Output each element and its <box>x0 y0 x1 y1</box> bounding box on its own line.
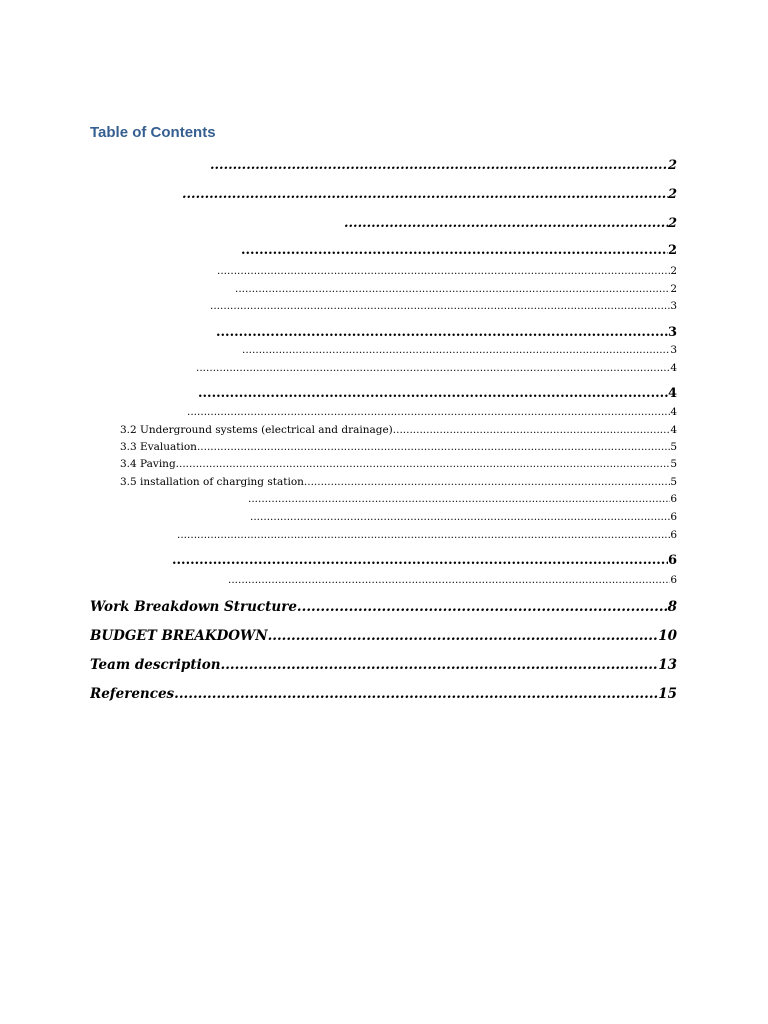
toc-entry[interactable] <box>248 492 677 506</box>
toc-leader <box>210 157 668 175</box>
toc-entry-label: 3.4 Paving <box>120 458 176 470</box>
toc-entry-page: 2 <box>670 265 677 277</box>
toc-leader <box>228 573 670 587</box>
toc-entry-page: 4 <box>667 386 677 401</box>
toc-leader <box>248 492 670 506</box>
toc-entry-label: 3.3 Evaluation <box>120 441 197 453</box>
toc-entry[interactable] <box>242 343 677 357</box>
toc-entry-page: 3 <box>670 344 677 356</box>
toc-leader <box>250 510 670 524</box>
toc-entry-page: 8 <box>667 599 677 615</box>
toc-leader <box>297 597 668 617</box>
toc-entry-page: 10 <box>658 628 677 644</box>
toc-leader <box>268 626 659 646</box>
toc-entry-page: 6 <box>670 493 677 505</box>
toc-entry[interactable] <box>344 215 677 233</box>
toc-entry[interactable] <box>235 282 677 296</box>
toc-leader <box>176 457 671 471</box>
toc-entry-label: 3.2 Underground systems (electrical and drainage) <box>120 424 393 436</box>
toc-leader <box>210 299 670 313</box>
toc-entry-label: References <box>90 686 175 702</box>
toc-entry[interactable] <box>120 423 677 437</box>
toc-entry[interactable] <box>216 325 677 341</box>
toc-entry-page: 2 <box>667 243 677 258</box>
toc-leader <box>216 325 668 341</box>
toc-entry-page: 3 <box>670 300 677 312</box>
toc-entry-page: 6 <box>670 529 677 541</box>
toc-leader <box>197 440 670 454</box>
toc-entry[interactable] <box>228 573 677 587</box>
toc-entry[interactable] <box>90 655 677 675</box>
toc-entry[interactable] <box>187 405 677 419</box>
toc-entry-page: 6 <box>670 574 677 586</box>
toc-entry[interactable] <box>90 626 677 646</box>
toc-entry-page: 5 <box>670 458 677 470</box>
toc-leader <box>172 553 668 569</box>
toc-entry[interactable] <box>241 243 677 259</box>
toc-entry[interactable] <box>182 186 677 204</box>
toc-entry-page: 3 <box>667 325 677 340</box>
toc-leader <box>344 215 668 233</box>
toc-entry[interactable] <box>198 386 677 402</box>
toc-leader <box>217 264 670 278</box>
toc-leader <box>198 386 668 402</box>
toc-entry[interactable] <box>172 553 677 569</box>
toc-entry-page: 2 <box>667 158 677 173</box>
toc-leader <box>196 361 670 375</box>
toc-leader <box>187 405 670 419</box>
toc-leader <box>182 186 668 204</box>
toc-entry[interactable] <box>250 510 677 524</box>
toc-entry-page: 5 <box>670 441 677 453</box>
toc-leader <box>241 243 668 259</box>
toc-entry-page: 4 <box>670 424 677 436</box>
toc-entry-page: 13 <box>658 657 677 673</box>
toc-entry-page: 6 <box>670 511 677 523</box>
toc-entry[interactable] <box>90 684 677 704</box>
toc-leader <box>177 528 670 542</box>
toc-entry[interactable] <box>177 528 677 542</box>
toc-entry-page: 2 <box>667 187 677 202</box>
toc-entry-page: 6 <box>667 553 677 568</box>
toc-entry-label: Team description <box>90 657 221 673</box>
toc-entry-label: Work Breakdown Structure <box>90 599 297 615</box>
toc-entry-page: 2 <box>667 216 677 231</box>
toc-entry-page: 4 <box>670 362 677 374</box>
toc-title: Table of Contents <box>90 124 216 141</box>
toc-entry[interactable] <box>90 597 677 617</box>
toc-entry[interactable] <box>120 475 677 489</box>
toc-entry[interactable] <box>210 299 677 313</box>
toc-entry-page: 2 <box>670 283 677 295</box>
toc-entry-label: 3.5 installation of charging station <box>120 476 304 488</box>
toc-entry-page: 5 <box>670 476 677 488</box>
toc-entry[interactable] <box>210 157 677 175</box>
toc-entry[interactable] <box>120 440 677 454</box>
toc-leader <box>242 343 670 357</box>
toc-entry[interactable] <box>217 264 677 278</box>
toc-leader <box>221 655 659 675</box>
toc-leader <box>304 475 670 489</box>
toc-entry-label: BUDGET BREAKDOWN <box>90 628 268 644</box>
toc-entry-page: 4 <box>670 406 677 418</box>
toc-leader <box>174 684 658 704</box>
toc-entry-page: 15 <box>658 686 677 702</box>
toc-entry[interactable] <box>120 457 677 471</box>
toc-leader <box>235 282 670 296</box>
toc-entry[interactable] <box>196 361 677 375</box>
toc-leader <box>393 423 671 437</box>
